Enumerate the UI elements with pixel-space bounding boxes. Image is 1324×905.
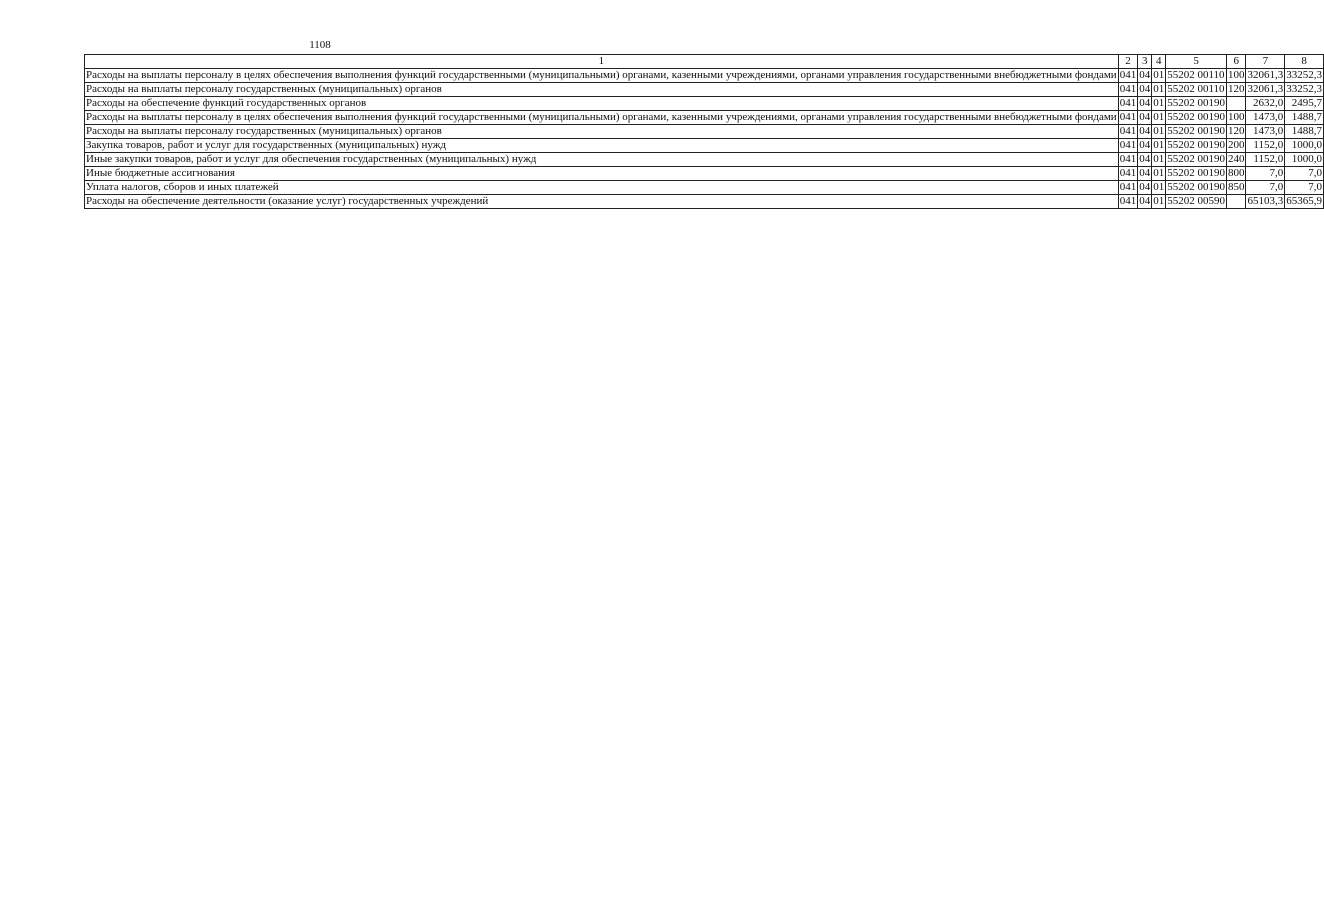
expense-type-cell — [1226, 97, 1246, 111]
expense-type-cell: 200 — [1227, 139, 1245, 151]
section-code-cell: 04 — [1139, 111, 1151, 123]
ministry-code-cell: 041 — [1119, 139, 1137, 151]
section-code-cell: 04 — [1139, 181, 1151, 193]
target-article-cell: 55202 00190 — [1167, 181, 1225, 193]
subsection-code-cell: 01 — [1153, 153, 1165, 165]
section-code-cell: 04 — [1139, 153, 1151, 165]
header-row — [85, 55, 1324, 69]
amount-col8-cell: 33252,3 — [1286, 69, 1322, 81]
expense-name-cell: Закупка товаров, работ и услуг для государственных (муниципальных) нужд — [85, 139, 1119, 153]
table-row — [85, 181, 1324, 195]
amount-col7-cell: 1473,0 — [1246, 125, 1285, 139]
ministry-code-cell: 041 — [1119, 195, 1137, 207]
table-row — [85, 139, 1324, 153]
expense-name-cell: Уплата налогов, сборов и иных платежей — [85, 181, 1119, 195]
expense-type-cell: 120 — [1227, 83, 1245, 95]
ministry-code-cell: 041 — [1119, 69, 1137, 81]
subsection-code-cell: 01 — [1153, 195, 1165, 207]
header-cell: 2 — [1118, 55, 1138, 69]
amount-col8-cell: 33252,3 — [1286, 83, 1322, 95]
subsection-code-cell: 01 — [1153, 125, 1165, 137]
expense-type-cell — [1226, 195, 1246, 209]
subsection-code-cell: 01 — [1153, 97, 1165, 109]
amount-col7-cell: 32061,3 — [1247, 83, 1284, 95]
expense-name-cell: Расходы на выплаты персоналу государственных (муниципальных) органов — [85, 83, 1119, 97]
section-code-cell: 04 — [1139, 69, 1151, 81]
expense-name-cell: Расходы на выплаты персоналу в целях обеспечения выполнения функций государственными (муниципальными) органами, казенными учреждениями, органами управления государственными внебюджетными фондами — [86, 69, 1117, 81]
amount-col7-cell: 1152,0 — [1246, 153, 1285, 167]
subsection-code-cell: 01 — [1153, 139, 1165, 151]
amount-col7-cell: 7,0 — [1246, 181, 1285, 195]
header-cell: 1 — [85, 55, 1119, 69]
subsection-code-cell: 01 — [1153, 111, 1165, 123]
expense-type-cell: 850 — [1227, 181, 1245, 193]
ministry-code-cell: 041 — [1119, 167, 1137, 179]
header-cell: 5 — [1166, 55, 1227, 69]
table-row — [85, 69, 1324, 83]
expense-name-cell: Расходы на обеспечение деятельности (оказание услуг) государственных учреждений — [85, 195, 1119, 209]
table-row — [85, 195, 1324, 209]
table-row — [85, 167, 1324, 181]
subsection-code-cell: 01 — [1153, 181, 1165, 193]
header-cell: 7 — [1246, 55, 1285, 69]
expense-type-cell: 240 — [1227, 153, 1245, 165]
amount-col7-cell: 65103,3 — [1247, 195, 1284, 207]
amount-col8-cell: 1000,0 — [1285, 139, 1324, 153]
expense-type-cell: 100 — [1227, 69, 1245, 81]
amount-col8-cell: 1000,0 — [1285, 153, 1324, 167]
target-article-cell: 55202 00110 — [1167, 83, 1225, 95]
table-row — [85, 153, 1324, 167]
target-article-cell: 55202 00190 — [1167, 97, 1225, 109]
expense-name-cell: Иные бюджетные ассигнования — [85, 167, 1119, 181]
header-cell: 3 — [1138, 55, 1152, 69]
ministry-code-cell: 041 — [1119, 83, 1137, 95]
header-cell: 6 — [1226, 55, 1246, 69]
subsection-code-cell: 01 — [1153, 69, 1165, 81]
expense-name-cell: Расходы на выплаты персоналу государственных (муниципальных) органов — [85, 125, 1119, 139]
ministry-code-cell: 041 — [1119, 111, 1137, 123]
section-code-cell: 04 — [1139, 167, 1151, 179]
target-article-cell: 55202 00190 — [1167, 153, 1225, 165]
subsection-code-cell: 01 — [1153, 167, 1165, 179]
target-article-cell: 55202 00590 — [1167, 195, 1225, 207]
amount-col8-cell: 7,0 — [1285, 181, 1324, 195]
header-cell: 8 — [1285, 55, 1324, 69]
target-article-cell: 55202 00110 — [1167, 69, 1225, 81]
subsection-code-cell: 01 — [1153, 83, 1165, 95]
amount-col8-cell: 7,0 — [1285, 167, 1324, 181]
target-article-cell: 55202 00190 — [1167, 125, 1225, 137]
table-row — [85, 111, 1324, 125]
ministry-code-cell: 041 — [1119, 153, 1137, 165]
amount-col8-cell: 1488,7 — [1285, 111, 1324, 125]
amount-col7-cell: 1152,0 — [1246, 139, 1285, 153]
expense-name-cell: Расходы на обеспечение функций государственных органов — [85, 97, 1119, 111]
table-row — [85, 125, 1324, 139]
section-code-cell: 04 — [1139, 97, 1151, 109]
header-cell: 4 — [1152, 55, 1166, 69]
target-article-cell: 55202 00190 — [1167, 167, 1225, 179]
expense-name-cell: Иные закупки товаров, работ и услуг для обеспечения государственных (муниципальных) нужд — [85, 153, 1119, 167]
page-number: 1108 — [309, 39, 331, 51]
ministry-code-cell: 041 — [1119, 125, 1137, 137]
expense-type-cell: 100 — [1227, 111, 1245, 123]
section-code-cell: 04 — [1139, 139, 1151, 151]
table-row — [85, 83, 1324, 97]
ministry-code-cell: 041 — [1119, 181, 1137, 193]
target-article-cell: 55202 00190 — [1167, 139, 1225, 151]
expense-name-cell: Расходы на выплаты персоналу в целях обеспечения выполнения функций государственными (муниципальными) органами, казенными учреждениями, органами управления государственными внебюджетными фондами — [86, 111, 1117, 123]
target-article-cell: 55202 00190 — [1167, 111, 1225, 123]
amount-col8-cell: 2495,7 — [1285, 97, 1324, 111]
expense-type-cell: 800 — [1227, 167, 1245, 179]
amount-col7-cell: 2632,0 — [1246, 97, 1285, 111]
section-code-cell: 04 — [1139, 83, 1151, 95]
amount-col7-cell: 7,0 — [1246, 167, 1285, 181]
ministry-code-cell: 041 — [1119, 97, 1137, 109]
amount-col7-cell: 32061,3 — [1247, 69, 1284, 81]
section-code-cell: 04 — [1139, 125, 1151, 137]
table-row — [85, 97, 1324, 111]
expense-type-cell: 120 — [1227, 125, 1245, 137]
amount-col8-cell: 65365,9 — [1286, 195, 1322, 207]
budget-table — [84, 54, 1324, 209]
amount-col7-cell: 1473,0 — [1246, 111, 1285, 125]
section-code-cell: 04 — [1139, 195, 1151, 207]
amount-col8-cell: 1488,7 — [1285, 125, 1324, 139]
